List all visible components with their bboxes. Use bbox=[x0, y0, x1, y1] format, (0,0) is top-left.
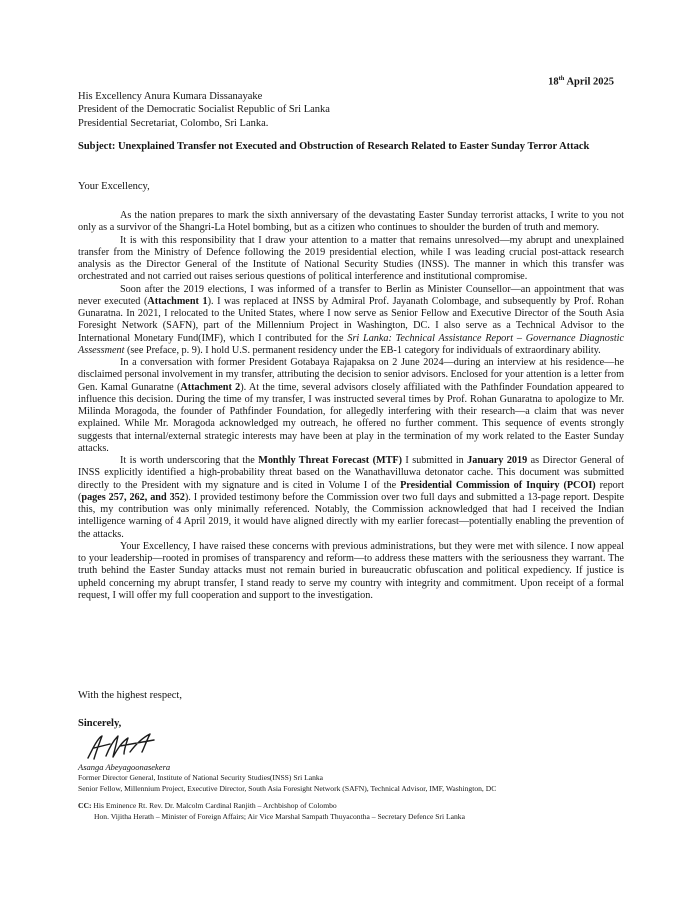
recipient-title: President of the Democratic Socialist Republic of Sri Lanka bbox=[78, 104, 330, 116]
attachment-2-ref: Attachment 2 bbox=[180, 381, 241, 393]
signatory-title-2: Senior Fellow, Millennium Project, Executive Director, South Asia Foresight Network (SAFN), Technical Advisor, IMF, Washington, DC bbox=[78, 784, 497, 793]
paragraph-4: In a conversation with former President Gotabaya Rajapaksa on 2 June 2024—during an interview at his residence—he disclaimed personal involvement in my transfer, attributing the decision to senior advisors. Enclosed for your attention is a letter from Gen. Kamal Gunaratne (Attachment 2). At the time, several advisors closely affiliated with the Pathfinder Foundation appeared to influence this decision. During the time of my transfer, I was instructed several times by Prof. Rohan Gunaratna to apologize to Mr. Milinda Moragoda, the founder of Pathfinder Foundation, for allegedly interfering with their research—a claim that was never explained. While Mr. Moragoda acknowledged my outreach, he offered no further comment. This sequence of events strongly suggests that internal/external strategic interests may have been at play in the termination of my work related to the Easter Sunday attacks. bbox=[78, 357, 624, 454]
paragraph-1: As the nation prepares to mark the sixth anniversary of the devastating Easter Sunday terrorist attacks, I write to you not only as a survivor of the Shangri-La Hotel bombing, but as a citizen who continues to shoulder the burden of truth and memory. bbox=[78, 210, 624, 234]
paragraph-3: Soon after the 2019 elections, I was informed of a transfer to Berlin as Minister Counsellor—an appointment that was never executed (Attachment 1). I was replaced at INSS by Admiral Prof. Jayanath Colombage, and subsequently by Prof. Rohan Gunaratna. In 2021, I relocated to the United States, where I now serve as Senior Fellow and Executive Director of the South Asia Foresight Network (SAFN), part of the Millennium Project in Washington, DC. I also serve as a Technical Advisor to the International Monetary Fund(IMF), which I contributed for the Sri Lanka: Technical Assistance Report – Governance Diagnostic Assessment (see Preface, p. 9). I hold U.S. permanent residency under the EB-1 category for individuals of extraordinary ability. bbox=[78, 283, 624, 356]
handwritten-signature bbox=[84, 730, 164, 762]
sincerely-line: Sincerely, bbox=[78, 718, 122, 729]
recipient-address bbox=[78, 90, 638, 130]
attachment-1-ref: Attachment 1 bbox=[147, 295, 208, 307]
report-title: Sri Lanka: Technical Assistance Report – Governance Diagnostic Assessment bbox=[78, 332, 624, 356]
subject-line: Subject: Unexplained Transfer not Executed and Obstruction of Research Related to Easter Sunday Terror Attack bbox=[78, 141, 590, 152]
recipient-location: Presidential Secretariat, Colombo, Sri Lanka. bbox=[78, 117, 269, 129]
cc-label: CC: bbox=[78, 801, 92, 810]
letter-date: 18th April 2025 bbox=[548, 75, 614, 88]
signatory-title-1: Former Director General, Institute of National Security Studies(INSS) Sri Lanka bbox=[78, 773, 324, 782]
paragraph-6: Your Excellency, I have raised these concerns with previous administrations, but they were met with silence. I now appeal to your leadership—rooted in promises of transparency and reform—to address these matters with the seriousness they warrant. The truth behind the Easter Sunday attacks must not remain buried in bureaucratic obfuscation and political expediency. If justice is upheld concerning my abrupt transfer, I stand ready to serve my country with integrity and commitment. Upon receipt of a formal request, I will offer my full cooperation and support to the investigation. bbox=[78, 540, 624, 601]
paragraph-5: It is worth underscoring that the Monthly Threat Forecast (MTF) I submitted in January 2019 as Director General of INSS explicitly identified a high-probability threat based on the Wanathavilluwa detonator cache. This document was submitted directly to the President with my signature and is cited in Volume I of the Presidential Commission of Inquiry (PCOI) report (pages 257, 262, and 352). I provided testimony before the Commission over two full days and submitted a 13-page report. Despite this, my contribution was only minimally referenced. Notably, the Commission acknowledged that had I received the Indian intelligence warning of 4 April 2019, it would have aligned directly with my earlier forecast—potentially enabling the prevention of the attacks. bbox=[78, 455, 625, 540]
cc-list bbox=[78, 800, 465, 822]
recipient-name: His Excellency Anura Kumara Dissanayake bbox=[78, 91, 263, 102]
cc-recipient-2: Hon. Vijitha Herath – Minister of Foreign Affairs; Air Vice Marshal Sampath Thuyacontha – Secretary Defence Sri Lanka bbox=[94, 812, 465, 821]
closing-line: With the highest respect, bbox=[78, 690, 182, 701]
cc-recipient-1: His Eminence Rt. Rev. Dr. Malcolm Cardinal Ranjith – Archbishop of Colombo bbox=[91, 801, 337, 810]
paragraph-2: It is with this responsibility that I draw your attention to a matter that remains unresolved—my abrupt and unexplained transfer from the Ministry of Defence following the 2019 presidential election, while I was leading crucial post-attack research analysis as the Director General of the Institute of National Security Studies (INSS). The manner in which this transfer was orchestrated and not carried out raises serious questions of political interference and institutional compromise. bbox=[78, 234, 624, 283]
salutation: Your Excellency, bbox=[78, 181, 150, 192]
letter-body bbox=[78, 210, 624, 602]
signatory-name: Asanga Abeyagoonasekera bbox=[78, 762, 171, 772]
